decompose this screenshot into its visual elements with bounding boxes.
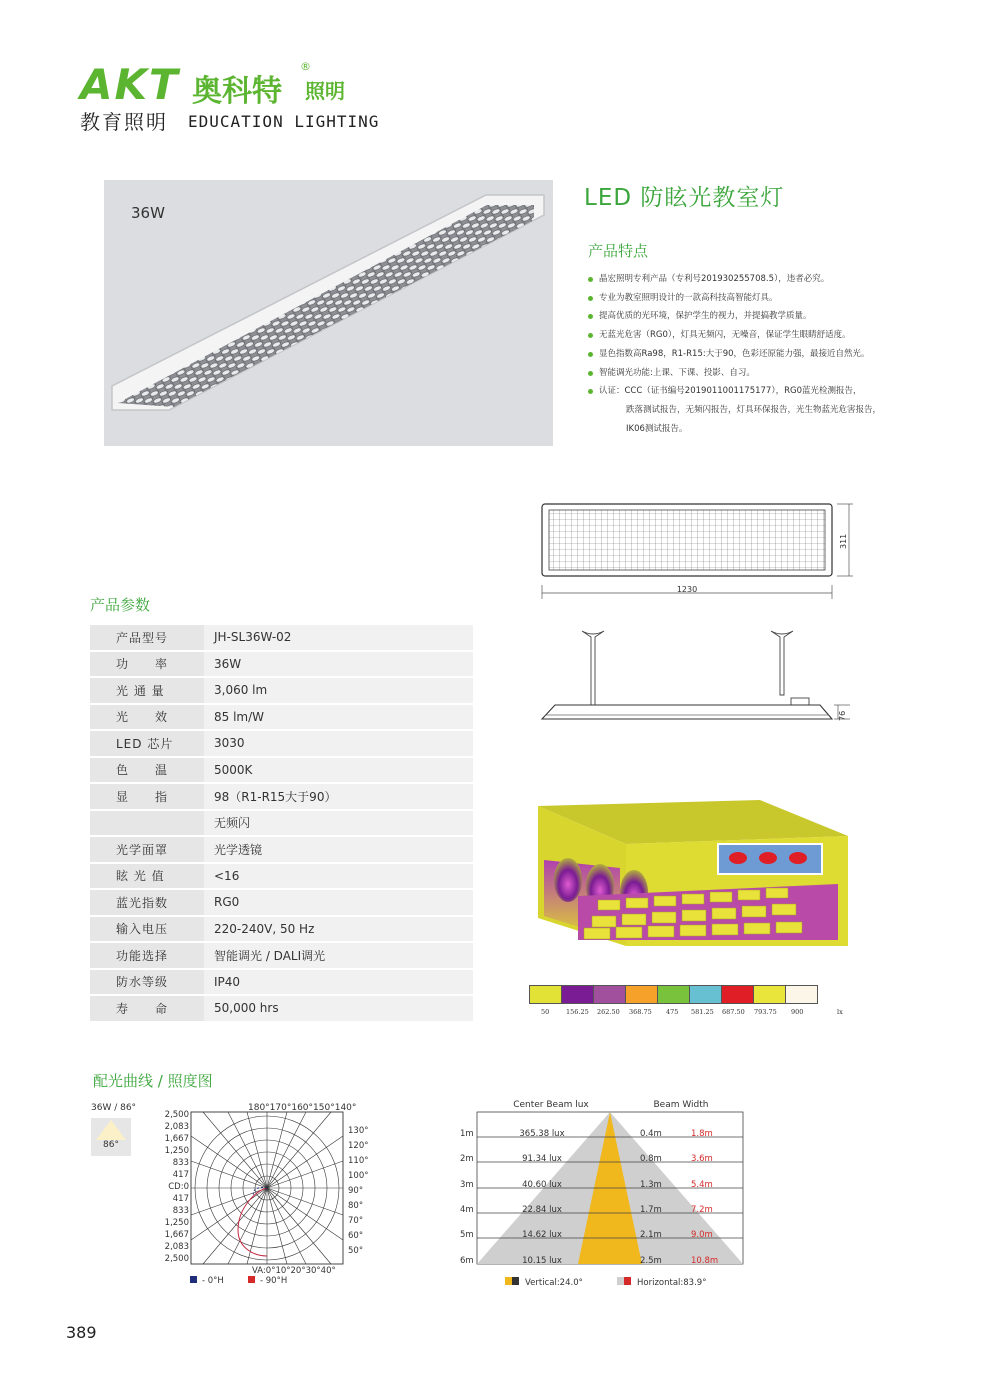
table-row bbox=[90, 730, 473, 757]
illuminance-cone-chart bbox=[455, 1096, 755, 1292]
distance-label: 4m bbox=[460, 1205, 474, 1215]
bottom-angle-labels: VA:0°10°20°30°40° bbox=[252, 1266, 336, 1276]
horizontal-width-value: 5.4m bbox=[691, 1180, 713, 1190]
horizontal-width-value: 9.0m bbox=[691, 1230, 713, 1240]
luminaire-illustration bbox=[104, 180, 553, 446]
product-wattage-label: 36W bbox=[131, 204, 165, 222]
scale-label: 262.50 bbox=[597, 1008, 620, 1016]
radial-label: 1,250 bbox=[164, 1218, 189, 1228]
vertical-width-value: 2.1m bbox=[640, 1230, 662, 1240]
length-dimension: 1230 bbox=[676, 585, 698, 594]
table-row bbox=[90, 783, 473, 810]
param-value: 50,000 hrs bbox=[204, 995, 473, 1022]
horizontal-width-value: 1.8m bbox=[691, 1129, 713, 1139]
scale-swatch bbox=[562, 986, 594, 1003]
scale-label: 156.25 bbox=[566, 1008, 589, 1016]
table-row bbox=[90, 863, 473, 890]
legend-swatch-horizontal-red bbox=[624, 1277, 631, 1285]
suspension-left bbox=[582, 631, 604, 705]
scale-label: 581.25 bbox=[691, 1008, 714, 1016]
vertical-width-value: 0.8m bbox=[640, 1154, 662, 1164]
angle-label: 60° bbox=[348, 1231, 364, 1241]
distance-label: 3m bbox=[460, 1180, 474, 1190]
width-dimension: 311 bbox=[839, 533, 848, 549]
param-key: 色 温 bbox=[90, 757, 204, 784]
table-row bbox=[90, 942, 473, 969]
legend-swatch-vertical-dark bbox=[512, 1277, 519, 1285]
legend-swatch-0h bbox=[190, 1276, 197, 1283]
distance-label: 2m bbox=[460, 1154, 474, 1164]
param-key: 功能选择 bbox=[90, 942, 204, 969]
legend-swatch-vertical bbox=[505, 1277, 512, 1285]
scale-label: 368.75 bbox=[629, 1008, 652, 1016]
horizontal-width-value: 10.8m bbox=[691, 1256, 719, 1266]
center-lux-value: 40.60 lux bbox=[522, 1180, 562, 1190]
param-key: 输入电压 bbox=[90, 916, 204, 943]
param-value: 85 lm/W bbox=[204, 704, 473, 731]
polar-caption: 36W / 86° bbox=[91, 1103, 137, 1113]
scale-label: 900 bbox=[791, 1008, 804, 1016]
feature-item: 晶宏照明专利产品（专利号201930255708.5），违者必究。 bbox=[588, 270, 948, 289]
feature-continuation: 跌落测试报告，无频闪报告，灯具环保报告，光生物蓝光危害报告， bbox=[626, 404, 882, 415]
side-view-body bbox=[542, 705, 832, 719]
radial-label: 1,667 bbox=[164, 1230, 189, 1240]
product-title: LED 防眩光教室灯 bbox=[584, 185, 785, 211]
param-value: 3030 bbox=[204, 730, 473, 757]
features-heading: 产品特点 bbox=[588, 242, 649, 260]
param-key: 光 通 量 bbox=[90, 677, 204, 704]
param-key: 防水等级 bbox=[90, 969, 204, 996]
features-list bbox=[588, 270, 948, 438]
angle-label: 50° bbox=[348, 1246, 364, 1256]
beam-width-header: Beam Width bbox=[653, 1100, 709, 1110]
radial-label: 417 bbox=[172, 1194, 189, 1204]
angle-label: 90° bbox=[348, 1186, 364, 1196]
center-lux-value: 91.34 lux bbox=[522, 1154, 562, 1164]
distance-label: 5m bbox=[460, 1230, 474, 1240]
param-key: 光 效 bbox=[90, 704, 204, 731]
beam-angle-label: 86° bbox=[103, 1140, 119, 1150]
angle-label: 100° bbox=[348, 1171, 369, 1181]
legend-label-90h: - 90°H bbox=[260, 1276, 288, 1286]
param-value: 智能调光 / DALI调光 bbox=[204, 942, 473, 969]
category-en: EDUCATION LIGHTING bbox=[188, 112, 380, 131]
distance-label: 6m bbox=[460, 1256, 474, 1266]
vertical-width-value: 1.3m bbox=[640, 1180, 662, 1190]
params-heading: 产品参数 bbox=[90, 596, 151, 614]
vertical-width-value: 1.7m bbox=[640, 1205, 662, 1215]
brand-logo-suffix: 照明 bbox=[305, 79, 345, 103]
feature-item: 无蓝光危害（RG0），灯具无频闪，无噪音，保证学生眼睛舒适度。 bbox=[588, 326, 948, 345]
param-key: 产品型号 bbox=[90, 625, 204, 651]
table-row bbox=[90, 625, 473, 651]
registered-mark: ® bbox=[300, 60, 311, 73]
vertical-width-value: 0.4m bbox=[640, 1129, 662, 1139]
param-value: 光学透镜 bbox=[204, 836, 473, 863]
scale-swatch bbox=[722, 986, 754, 1003]
scale-swatch bbox=[626, 986, 658, 1003]
radial-label: 2,500 bbox=[164, 1110, 189, 1120]
table-row bbox=[90, 995, 473, 1022]
angle-label: 130° bbox=[348, 1126, 369, 1136]
vertical-width-value: 2.5m bbox=[640, 1256, 662, 1266]
horizontal-width-value: 3.6m bbox=[691, 1154, 713, 1164]
radial-scale bbox=[165, 1110, 189, 1264]
lux-scale-labels bbox=[529, 1008, 849, 1020]
feature-item: 专业为教室照明设计的一款高科技高智能灯具。 bbox=[588, 289, 948, 308]
height-dimension: 76 bbox=[838, 710, 847, 721]
param-key: 显 指 bbox=[90, 783, 204, 810]
top-angle-labels: 180°170°160°150°140° bbox=[248, 1103, 357, 1113]
radial-label: 2,083 bbox=[164, 1242, 189, 1252]
horizontal-width-value: 7.2m bbox=[691, 1205, 713, 1215]
angle-label: 120° bbox=[348, 1141, 369, 1151]
radial-label: 2,500 bbox=[164, 1254, 189, 1264]
scale-label: 793.75 bbox=[754, 1008, 777, 1016]
suspension-right bbox=[771, 631, 793, 695]
param-key: 蓝光指数 bbox=[90, 889, 204, 916]
scale-label: 687.50 bbox=[722, 1008, 745, 1016]
table-row bbox=[90, 969, 473, 996]
radial-label: 833 bbox=[172, 1158, 189, 1168]
table-row bbox=[90, 651, 473, 678]
brand-logo-cn: 奥科特 bbox=[192, 74, 282, 109]
legend-vertical: Vertical:24.0° bbox=[525, 1278, 583, 1288]
classroom-simulation-image bbox=[538, 800, 848, 946]
scale-label: 475 bbox=[666, 1008, 679, 1016]
top-view-grid bbox=[549, 510, 825, 570]
polar-curve-chart bbox=[88, 1098, 388, 1290]
feature-item: 智能调光功能:上课、下课、投影、自习。 bbox=[588, 364, 948, 383]
brand-logo-latin: AKT bbox=[80, 60, 180, 109]
scale-swatch bbox=[658, 986, 690, 1003]
scale-swatch bbox=[786, 986, 817, 1003]
scale-swatch bbox=[690, 986, 722, 1003]
radial-label: 417 bbox=[172, 1170, 189, 1180]
table-row bbox=[90, 810, 473, 837]
param-value: IP40 bbox=[204, 969, 473, 996]
scale-unit: lx bbox=[837, 1008, 843, 1016]
feature-item: 提高优质的光环境，保护学生的视力，并提搞教学质量。 bbox=[588, 307, 948, 326]
feature-item: 显色指数高Ra98，R1-R15:大于90，色彩还原能力强，最接近自然光。 bbox=[588, 345, 948, 364]
product-image bbox=[104, 180, 553, 446]
param-value: 无频闪 bbox=[204, 810, 473, 837]
angle-label: 80° bbox=[348, 1201, 364, 1211]
center-beam-header: Center Beam lux bbox=[513, 1100, 589, 1110]
param-key: 光学面罩 bbox=[90, 836, 204, 863]
angle-label: 110° bbox=[348, 1156, 369, 1166]
param-value: 220-240V, 50 Hz bbox=[204, 916, 473, 943]
radial-label: 833 bbox=[172, 1206, 189, 1216]
lux-color-scale bbox=[529, 985, 818, 1004]
legend-label-0h: - 0°H bbox=[202, 1276, 224, 1286]
scale-swatch bbox=[754, 986, 786, 1003]
radial-label: 2,083 bbox=[164, 1122, 189, 1132]
param-key: 寿 命 bbox=[90, 995, 204, 1022]
center-lux-value: 22.84 lux bbox=[522, 1205, 562, 1215]
feature-continuation: IK06测试报告。 bbox=[626, 423, 688, 434]
center-lux-value: 14.62 lux bbox=[522, 1230, 562, 1240]
param-key: 眩 光 值 bbox=[90, 863, 204, 890]
table-row bbox=[90, 677, 473, 704]
legend-swatch-90h bbox=[248, 1276, 255, 1283]
param-key bbox=[90, 810, 204, 837]
table-row bbox=[90, 916, 473, 943]
param-value: 98（R1-R15大于90） bbox=[204, 783, 473, 810]
param-value: JH-SL36W-02 bbox=[204, 625, 473, 651]
radial-label: 1,667 bbox=[164, 1134, 189, 1144]
param-key: 功 率 bbox=[90, 651, 204, 678]
params-table bbox=[90, 625, 473, 1023]
legend-horizontal: Horizontal:83.9° bbox=[637, 1278, 707, 1288]
radial-label: CD:0 bbox=[168, 1182, 189, 1192]
distribution-heading: 配光曲线 / 照度图 bbox=[93, 1072, 213, 1090]
angle-label: 70° bbox=[348, 1216, 364, 1226]
param-value: <16 bbox=[204, 863, 473, 890]
radial-label: 1,250 bbox=[164, 1146, 189, 1156]
category-cn: 教育照明 bbox=[80, 110, 168, 134]
table-row bbox=[90, 836, 473, 863]
param-value: 5000K bbox=[204, 757, 473, 784]
legend-swatch-horizontal bbox=[617, 1277, 624, 1285]
center-lux-value: 10.15 lux bbox=[522, 1256, 562, 1266]
param-value: RG0 bbox=[204, 889, 473, 916]
scale-label: 50 bbox=[541, 1008, 550, 1016]
page-number: 389 bbox=[66, 1323, 97, 1342]
param-value: 36W bbox=[204, 651, 473, 678]
distance-label: 1m bbox=[460, 1129, 474, 1139]
param-value: 3,060 lm bbox=[204, 677, 473, 704]
feature-item: 认证：CCC（证书编号2019011001175177），RG0蓝光检测报告， bbox=[588, 382, 948, 401]
table-row bbox=[90, 757, 473, 784]
center-lux-value: 365.38 lux bbox=[519, 1129, 565, 1139]
param-key: LED 芯片 bbox=[90, 730, 204, 757]
scale-swatch bbox=[530, 986, 562, 1003]
dimension-drawings bbox=[535, 495, 855, 735]
table-row bbox=[90, 889, 473, 916]
right-angle-scale bbox=[348, 1126, 368, 1256]
table-row bbox=[90, 704, 473, 731]
scale-swatch bbox=[594, 986, 626, 1003]
